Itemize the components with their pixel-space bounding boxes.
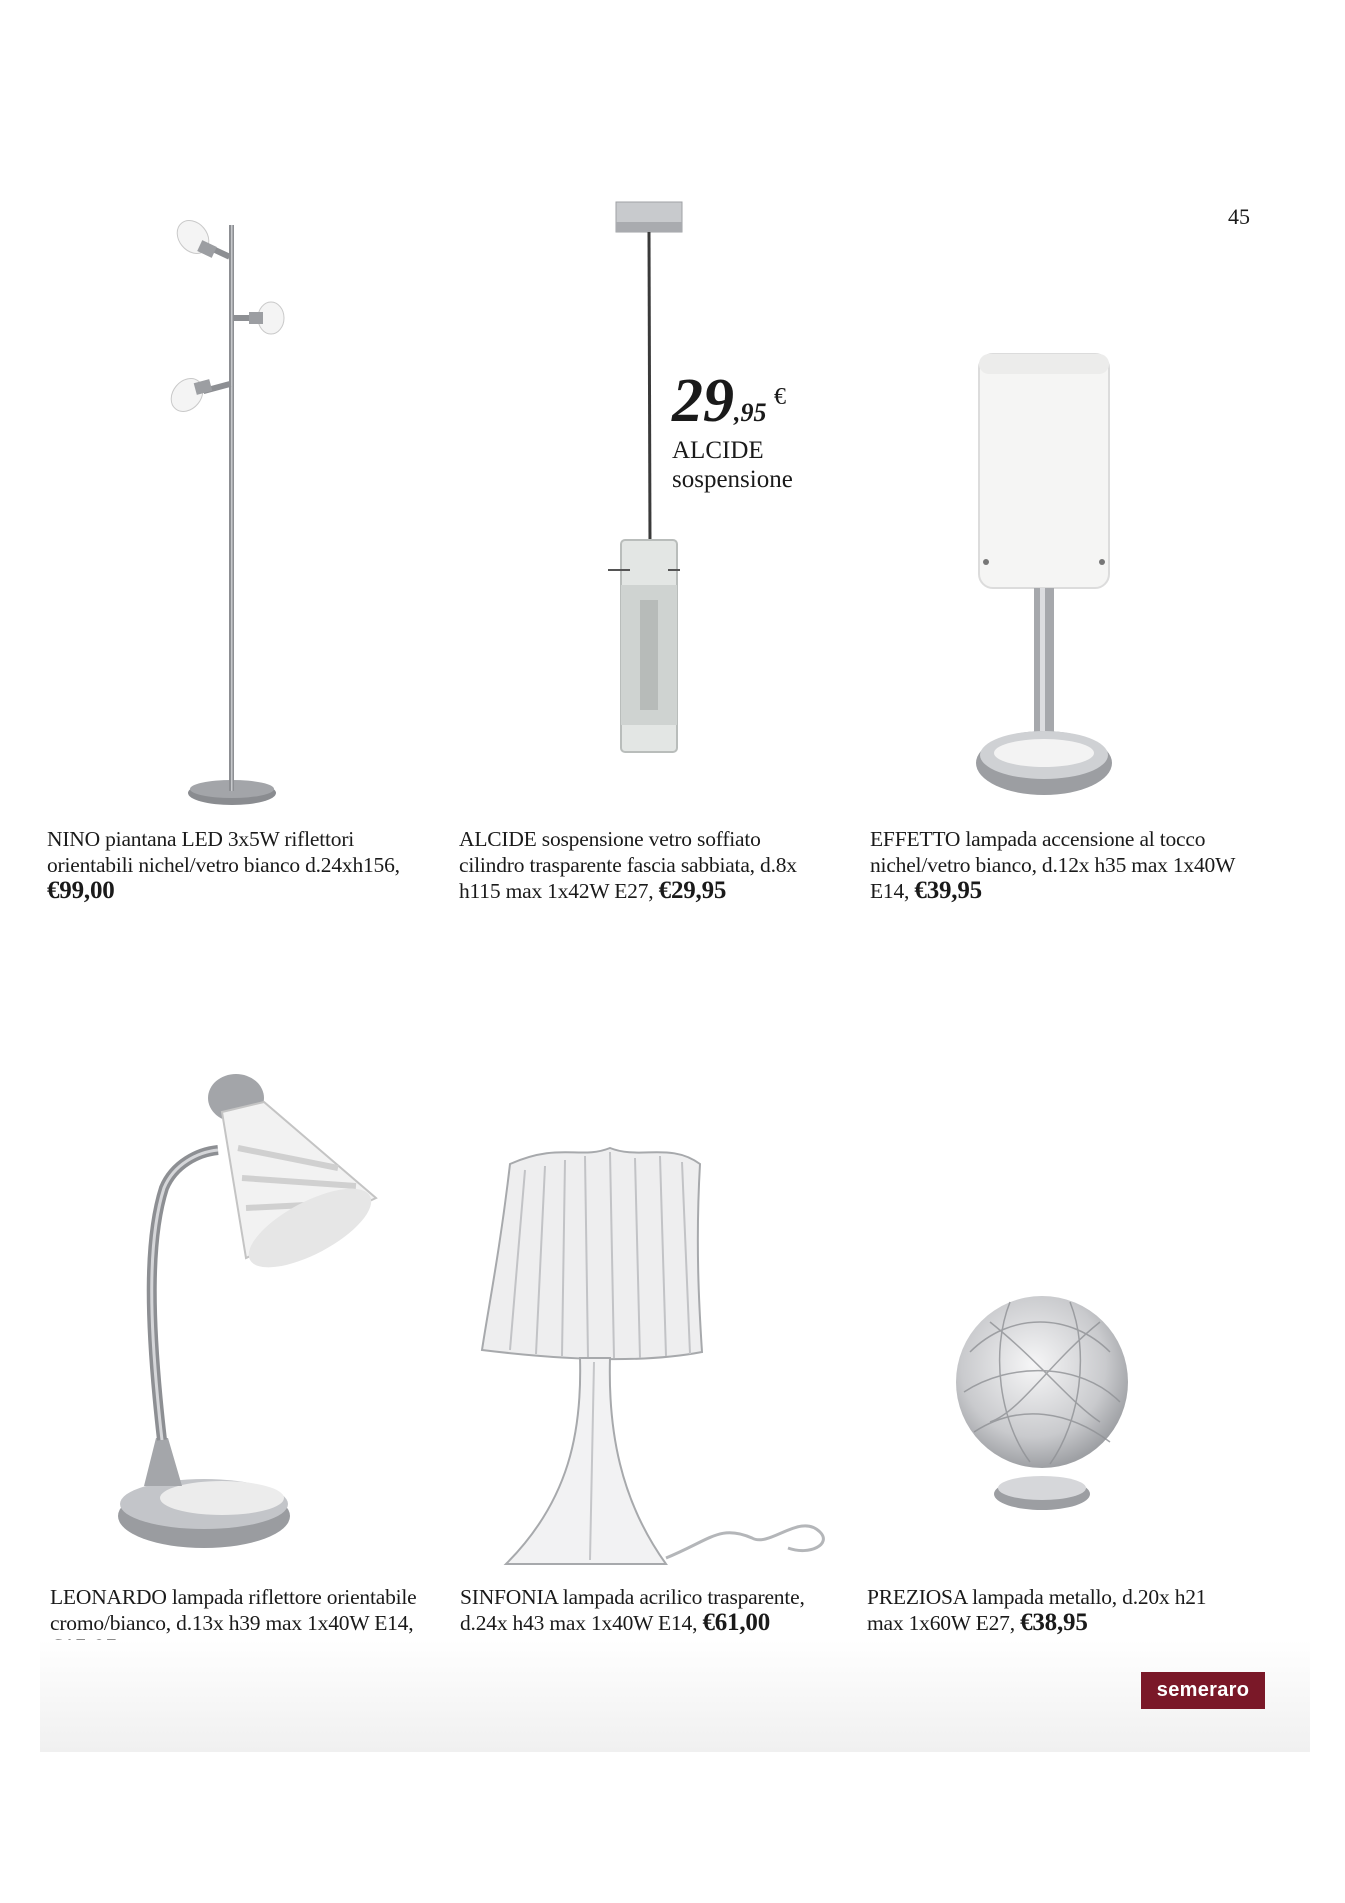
promo-price-integer: 29 bbox=[672, 367, 734, 435]
product-price: €29,95 bbox=[658, 877, 727, 904]
crystal-sphere-lamp-icon bbox=[950, 1272, 1130, 1522]
product-price: €61,00 bbox=[702, 1609, 771, 1636]
acrylic-lamp-icon bbox=[470, 1140, 850, 1570]
table-lamp-icon bbox=[968, 350, 1118, 810]
promo-name-line2: sospensione bbox=[672, 466, 793, 493]
product-caption-preziosa bbox=[867, 1584, 1247, 1636]
promo-price-cents: ,95 bbox=[734, 398, 767, 427]
promo-price-currency: € bbox=[774, 384, 786, 410]
page-number: 45 bbox=[1228, 204, 1250, 229]
promo-name-line1: ALCIDE bbox=[672, 437, 764, 464]
product-price: €99,00 bbox=[47, 877, 115, 904]
product-description: PREZIOSA lampada metallo, d.20x h21 max 1x60W E27, bbox=[867, 1585, 1207, 1635]
footer-band bbox=[40, 1640, 1310, 1752]
product-description: ALCIDE sospensione vetro soffiato cilindro trasparente fascia sabbiata, d.8x h115 max 1x42W E27, bbox=[459, 827, 797, 903]
product-caption-effetto bbox=[870, 826, 1260, 904]
promo-name bbox=[672, 436, 793, 494]
product-description: EFFETTO lampada accensione al tocco nichel/vetro bianco, d.12x h35 max 1x40W E14, bbox=[870, 827, 1235, 903]
brand-logo: semeraro bbox=[1141, 1672, 1265, 1709]
product-caption-sinfonia bbox=[460, 1584, 830, 1636]
product-caption-alcide bbox=[459, 826, 829, 904]
product-price: €38,95 bbox=[1020, 1609, 1088, 1636]
promo-price bbox=[672, 367, 786, 444]
desk-lamp-icon bbox=[118, 1068, 388, 1548]
product-description: LEONARDO lampada riflettore orientabile cromo/bianco, d.13x h39 max 1x40W E14, bbox=[50, 1585, 417, 1635]
product-description: SINFONIA lampada acrilico trasparente, d.24x h43 max 1x40W E14, bbox=[460, 1585, 805, 1635]
floor-lamp-icon bbox=[165, 215, 295, 815]
product-price: €39,95 bbox=[914, 877, 982, 904]
product-description: NINO piantana LED 3x5W riflettori orientabili nichel/vetro bianco d.24xh156, bbox=[47, 827, 400, 877]
product-caption-nino bbox=[47, 826, 417, 904]
